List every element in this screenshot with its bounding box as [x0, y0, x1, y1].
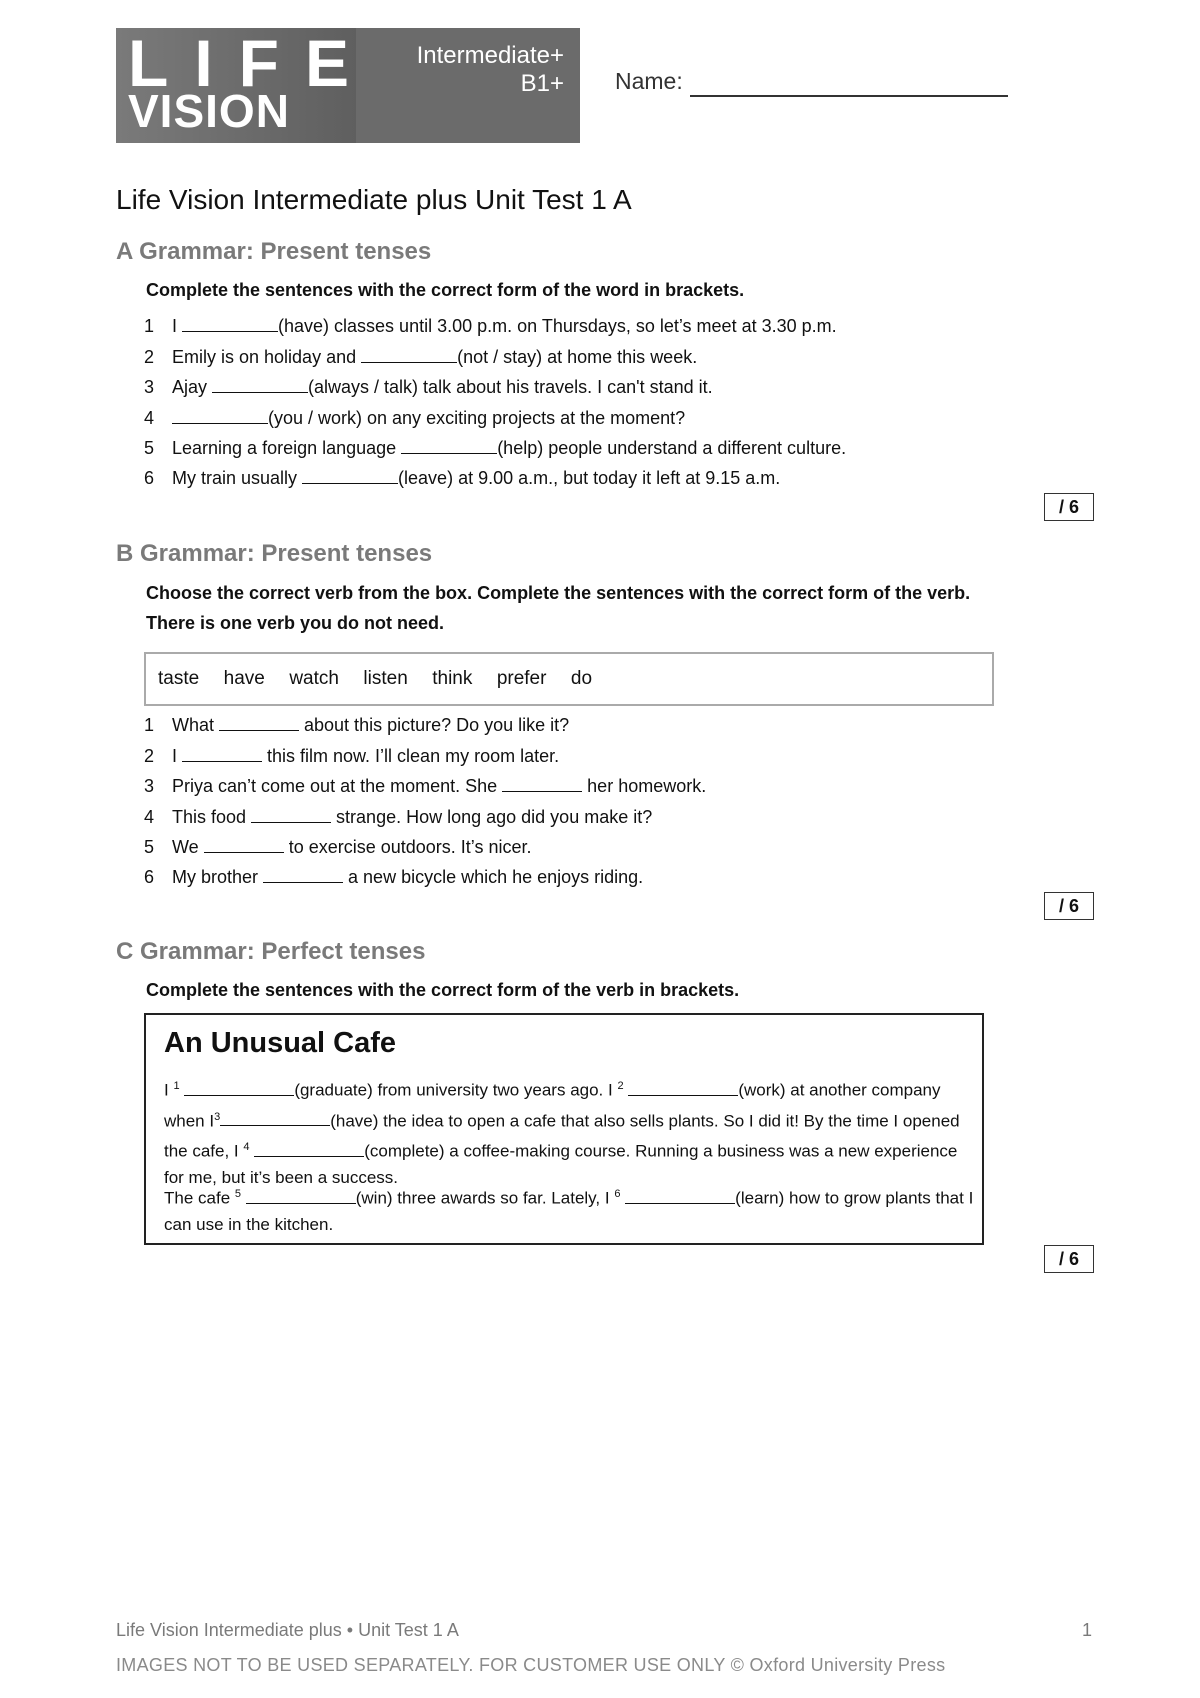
verb-option: taste	[158, 668, 200, 689]
answer-blank[interactable]	[263, 866, 343, 883]
level-line-1: Intermediate+	[416, 42, 564, 69]
story-text: (work) at another company when I	[164, 1080, 941, 1131]
verb-option: prefer	[496, 668, 547, 689]
section-b-item	[144, 774, 706, 798]
gap-number: 1	[173, 1080, 180, 1092]
logo-letters: LIFE	[128, 28, 375, 100]
story-paragraph-1	[164, 1073, 974, 1191]
item-number: 3	[144, 377, 155, 397]
verb-option: do	[570, 668, 593, 689]
footer-title: Life Vision Intermediate plus • Unit Test 1 A	[116, 1620, 459, 1640]
section-b-heading: B Grammar: Present tenses	[116, 540, 433, 567]
section-a-instruction: Complete the sentences with the correct form of the word in brackets.	[146, 280, 745, 300]
answer-blank[interactable]	[302, 467, 398, 484]
section-a-item	[144, 375, 713, 399]
item-text: about this picture? Do you like it?	[299, 715, 570, 735]
story-text: I	[164, 1080, 174, 1100]
level-line-2: B1+	[520, 70, 564, 97]
gap-number: 3	[214, 1110, 221, 1123]
gap-number: 5	[234, 1188, 241, 1200]
item-text: Emily is on holiday and	[172, 347, 362, 367]
section-a-score-box[interactable]: / 6	[1044, 493, 1094, 521]
story-blank[interactable]	[220, 1111, 330, 1126]
story-box	[144, 1013, 984, 1245]
item-text: My brother	[172, 867, 264, 887]
gap-number: 4	[243, 1141, 250, 1154]
item-number: 2	[144, 347, 155, 367]
section-c-heading: C Grammar: Perfect tenses	[116, 938, 426, 965]
item-text: a new bicycle which he enjoys riding.	[343, 867, 644, 887]
name-label: Name:	[615, 68, 683, 94]
item-text: Ajay	[172, 377, 213, 397]
answer-blank[interactable]	[251, 806, 331, 823]
name-field[interactable]	[690, 95, 1008, 97]
verb-option: listen	[363, 668, 408, 689]
item-text: (leave) at 9.00 a.m., but today it left at 9.15 a.m.	[398, 468, 781, 488]
item-text: her homework.	[582, 776, 707, 796]
section-b-item	[144, 805, 652, 829]
answer-blank[interactable]	[204, 836, 284, 853]
item-number: 6	[144, 468, 155, 488]
item-text: (not / stay) at home this week.	[457, 347, 698, 367]
item-text: I	[172, 316, 183, 336]
story-blank[interactable]	[628, 1081, 738, 1096]
item-number: 2	[144, 746, 155, 766]
item-number: 4	[144, 807, 155, 827]
answer-blank[interactable]	[182, 315, 278, 332]
item-text: (you / work) on any exciting projects at the moment?	[268, 408, 686, 428]
item-text: this film now. I’ll clean my room later.	[262, 746, 560, 766]
answer-blank[interactable]	[502, 775, 582, 792]
section-b-item	[144, 744, 559, 768]
section-a-item	[144, 345, 697, 369]
item-text: Priya can’t come out at the moment. She	[172, 776, 503, 796]
item-number: 5	[144, 438, 155, 458]
story-text: (have) the idea to open a cafe that also sells plants. So I did it! By the time I opened the cafe, I	[164, 1111, 960, 1161]
story-title: An Unusual Cafe	[164, 1027, 397, 1059]
item-number: 1	[144, 316, 155, 336]
life-vision-logo	[116, 28, 580, 143]
item-text: strange. How long ago did you make it?	[331, 807, 653, 827]
answer-blank[interactable]	[361, 346, 457, 363]
answer-blank[interactable]	[219, 714, 299, 731]
item-text: My train usually	[172, 468, 303, 488]
section-a-heading: A Grammar: Present tenses	[116, 238, 432, 265]
item-text: (always / talk) talk about his travels. I can't stand it.	[308, 377, 713, 397]
verb-option: have	[223, 668, 265, 689]
item-number: 3	[144, 776, 155, 796]
section-a-item	[144, 466, 780, 490]
item-text: Learning a foreign language	[172, 438, 402, 458]
logo-word: VISION	[128, 85, 290, 137]
item-number: 1	[144, 715, 155, 735]
item-number: 4	[144, 408, 155, 428]
section-c-instruction: Complete the sentences with the correct form of the verb in brackets.	[146, 980, 740, 1000]
item-number: 6	[144, 867, 155, 887]
story-blank[interactable]	[184, 1081, 294, 1096]
item-text: to exercise outdoors. It’s nicer.	[283, 837, 532, 857]
copyright-notice: IMAGES NOT TO BE USED SEPARATELY. FOR CUSTOMER USE ONLY © Oxford University Press	[116, 1655, 946, 1675]
item-text: We	[172, 837, 204, 857]
story-text: (win) three awards so far. Lately, I	[355, 1188, 615, 1208]
item-text: I	[172, 746, 183, 766]
answer-blank[interactable]	[172, 407, 268, 424]
answer-blank[interactable]	[212, 376, 308, 393]
section-b-instruction: Choose the correct verb from the box. Complete the sentences with the correct form of the verb. There is one verb you do not need.	[146, 583, 971, 633]
verb-option: watch	[289, 668, 339, 689]
section-b-score-box[interactable]: / 6	[1044, 892, 1094, 920]
item-text: What	[172, 715, 220, 735]
section-a-item	[144, 314, 837, 338]
gap-number: 2	[617, 1080, 624, 1092]
section-c-score-box[interactable]: / 6	[1044, 1245, 1094, 1273]
verb-box	[144, 652, 994, 706]
section-b-item	[144, 713, 569, 737]
story-text: (complete) a coffee-making course. Running a business was a new experience for me, but it’s been a success.	[164, 1141, 958, 1187]
story-text: (learn) how to grow plants that I can use in the kitchen.	[164, 1188, 974, 1234]
section-a-item	[144, 436, 846, 460]
story-blank[interactable]	[246, 1189, 356, 1204]
answer-blank[interactable]	[182, 745, 262, 762]
verb-option: think	[432, 668, 473, 689]
section-b-item	[144, 835, 531, 859]
story-blank[interactable]	[625, 1189, 735, 1204]
level-badge	[417, 42, 564, 98]
section-b-item	[144, 865, 643, 889]
item-text: (have) classes until 3.00 p.m. on Thursdays, so let’s meet at 3.30 p.m.	[278, 316, 837, 336]
item-number: 5	[144, 837, 155, 857]
story-text: (graduate) from university two years ago. I	[294, 1080, 618, 1100]
story-blank[interactable]	[254, 1142, 364, 1157]
story-text: The cafe	[164, 1188, 235, 1208]
gap-number: 6	[614, 1188, 621, 1200]
answer-blank[interactable]	[401, 437, 497, 454]
story-paragraph-2	[164, 1181, 974, 1238]
section-a-item	[144, 406, 685, 430]
page-number: 1	[1082, 1620, 1093, 1640]
item-text: (help) people understand a different culture.	[497, 438, 847, 458]
item-text: This food	[172, 807, 252, 827]
page-title: Life Vision Intermediate plus Unit Test 1 A	[116, 184, 632, 215]
